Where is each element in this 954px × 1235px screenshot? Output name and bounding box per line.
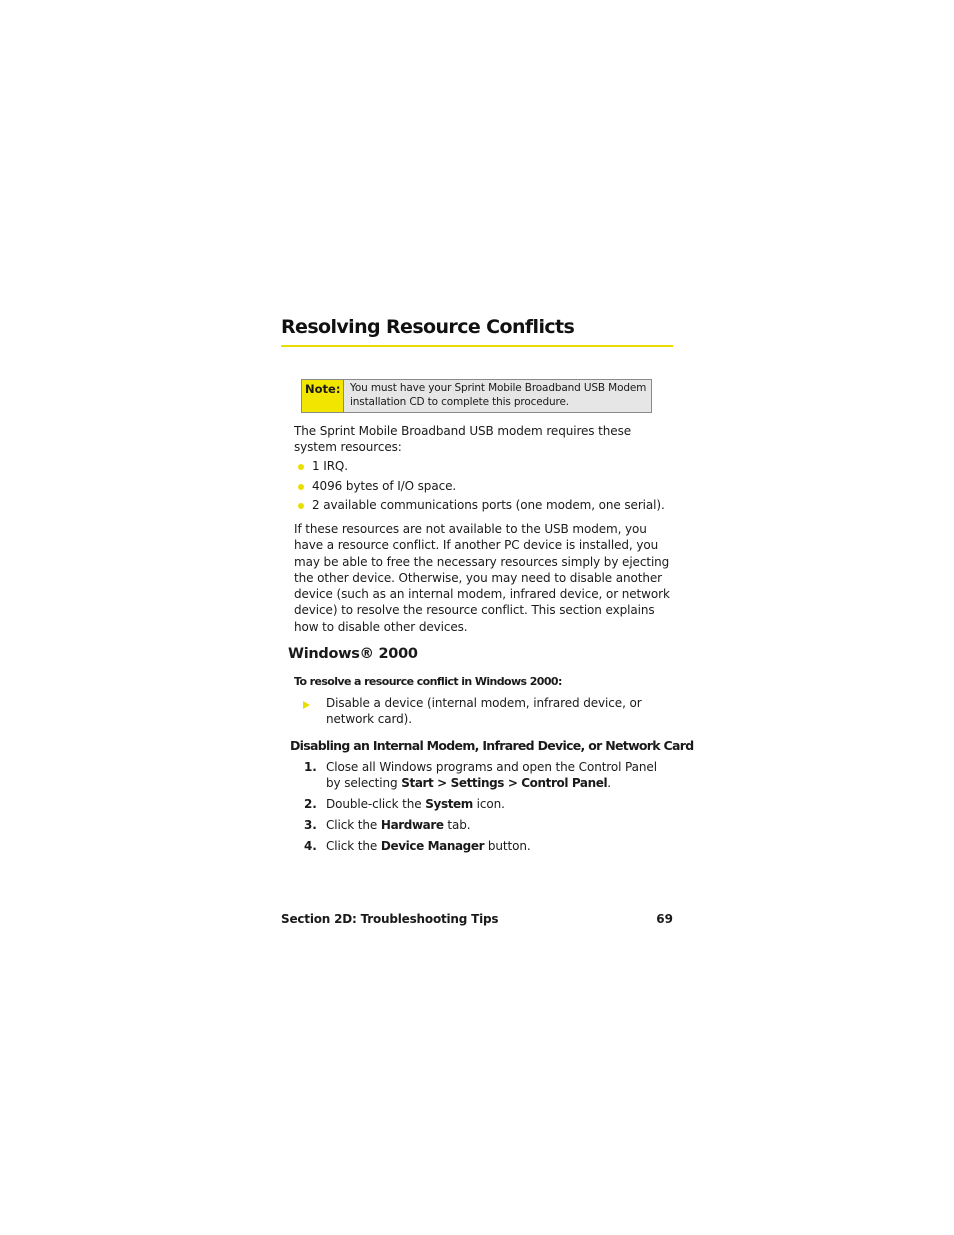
arrow-icon (303, 701, 310, 709)
page-title: Resolving Resource Conflicts (281, 316, 575, 338)
step-item (304, 838, 674, 854)
note-box (301, 379, 652, 413)
bullet-text: 4096 bytes of I/O space. (312, 479, 457, 493)
procedure-item-text: Disable a device (internal modem, infrared device, or network card). (326, 696, 642, 727)
bullet-text: 1 IRQ. (312, 459, 348, 473)
windows-heading: Windows® 2000 (288, 646, 418, 662)
list-item (298, 498, 665, 512)
step-text: Close all Windows programs and open the Control Panel by selecting Start > Settings > Control Panel. (326, 760, 657, 791)
note-text (344, 380, 651, 412)
note-line-2: installation CD to complete this procedure. (350, 396, 569, 408)
conflict-paragraph: If these resources are not available to the USB modem, you have a resource conflict. If another PC device is installed, you may be able to free the necessary resources simply by ejecting the other device. Otherwise, you may need to disable another device (such as an internal modem, infrared device, or network device) to resolve the resource conflict. This section explains how to disable other devices. (294, 522, 670, 634)
footer-section: Section 2D: Troubleshooting Tips (281, 912, 499, 926)
step-text: Click the Hardware tab. (326, 818, 471, 832)
bullet-icon (298, 503, 304, 509)
step-item (304, 796, 674, 812)
note-label: Note: (302, 380, 344, 412)
title-underline (281, 345, 673, 347)
list-item (298, 459, 348, 473)
step-text: Click the Device Manager button. (326, 839, 531, 853)
ui-label: Hardware (380, 818, 444, 832)
step-number: 2. (304, 797, 317, 811)
intro-paragraph: The Sprint Mobile Broadband USB modem requires these system resources: (294, 424, 631, 455)
step-number: 1. (304, 760, 317, 774)
page-number: 69 (656, 912, 673, 926)
step-item (304, 759, 674, 792)
bullet-text: 2 available communications ports (one modem, one serial). (312, 498, 665, 512)
disable-heading: Disabling an Internal Modem, Infrared Device, or Network Card (290, 738, 694, 753)
note-line-1: You must have your Sprint Mobile Broadband USB Modem (350, 382, 647, 394)
procedure-item (303, 695, 663, 728)
step-text: Double-click the System icon. (326, 797, 505, 811)
procedure-heading: To resolve a resource conflict in Windows 2000: (294, 675, 562, 688)
bullet-icon (298, 484, 304, 490)
list-item (298, 479, 456, 493)
step-item (304, 817, 674, 833)
bullet-icon (298, 464, 304, 470)
ui-path: Start > Settings > Control Panel (401, 776, 608, 791)
ui-label: Device Manager (380, 839, 485, 853)
step-number: 4. (304, 839, 317, 853)
step-number: 3. (304, 818, 317, 832)
ui-label: System (425, 797, 473, 811)
